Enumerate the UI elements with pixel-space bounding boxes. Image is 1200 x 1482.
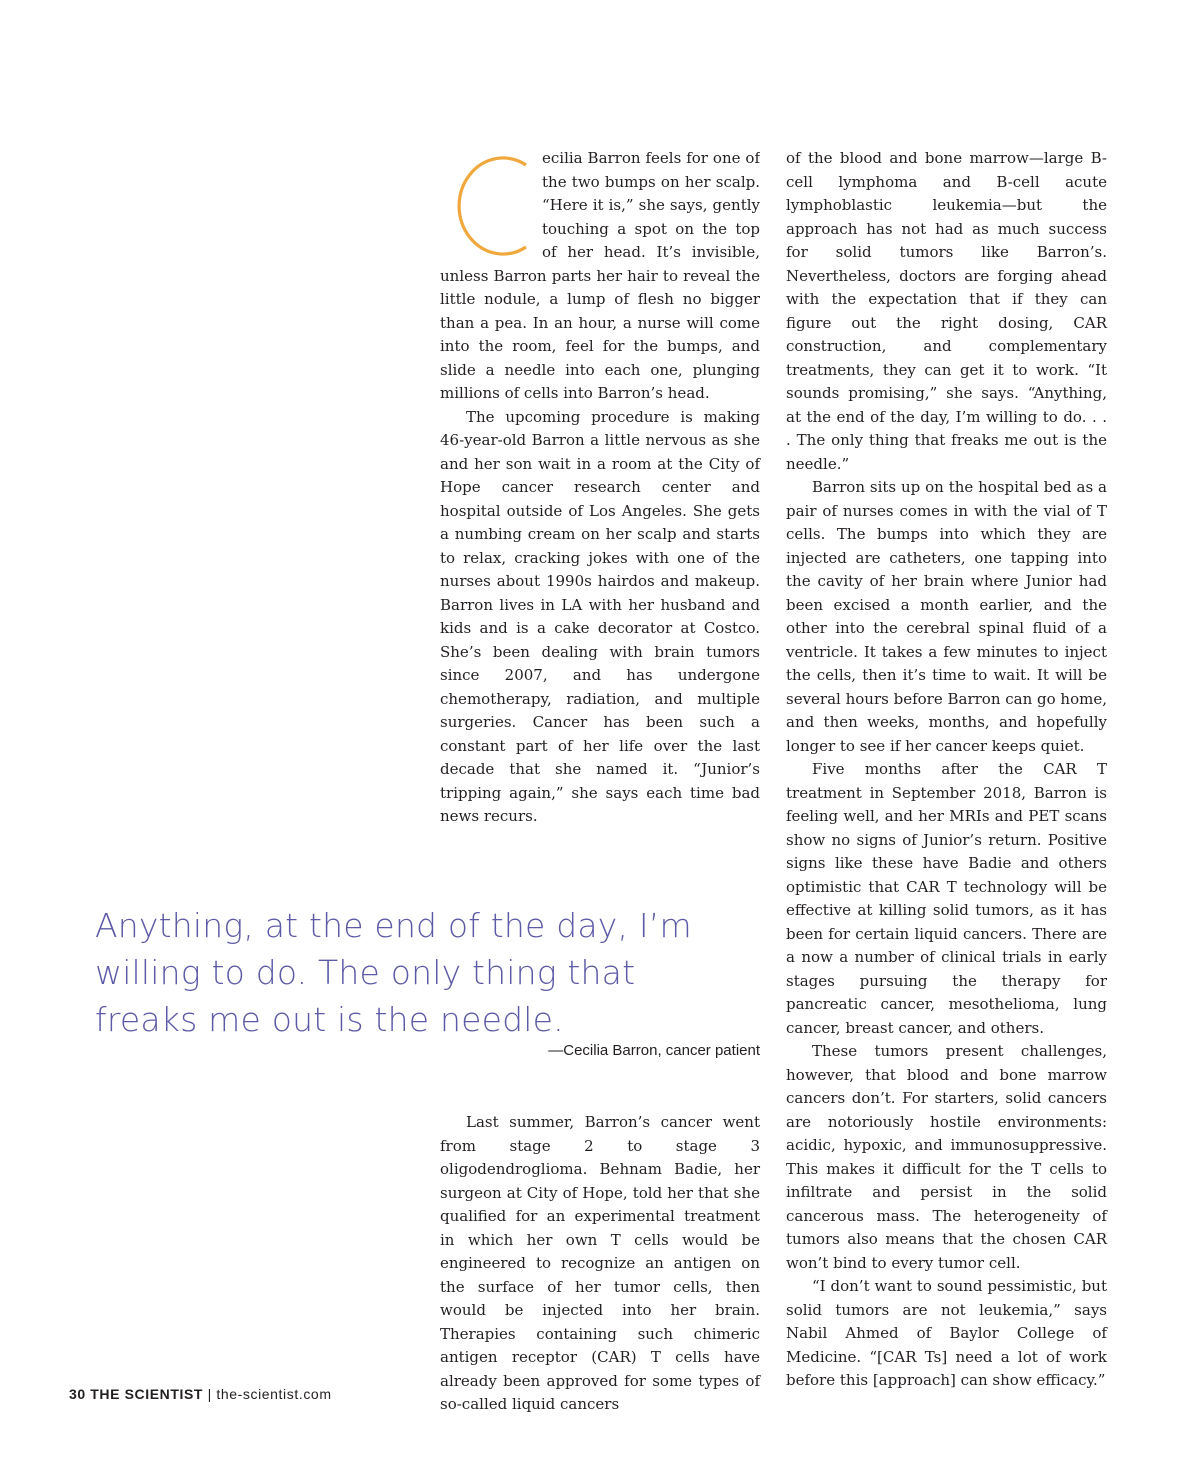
article-paragraph-text: ecilia Barron feels for one of the two bumps on her scalp. “Here it is,” she says, gently touching a spot on the top of her head. It’s invisible, unless Barron parts her hair to reveal the little nodule, a lump of flesh no bigger than a pea. In an hour, a nurse will come into the room, feel for the bumps, and slide a needle into each one, plunging millions of cells into Barron’s head.: [440, 149, 760, 402]
article-paragraph: Barron sits up on the hospital bed as a pair of nurses comes in with the vial of T cells. The bumps into which they are injected are catheters, one tapping into the cavity of her brain where Junior had been excised a month earlier, and the other into the cerebral spinal fluid of a ventricle. It takes a few minutes to inject the cells, then it’s time to wait. It will be several hours before Barron can go home, and then weeks, months, and hopefully longer to see if her cancer keeps quiet.: [786, 478, 1107, 755]
article-column-1-top: [440, 147, 760, 829]
footer-separator: |: [207, 1386, 212, 1402]
article-paragraph: of the blood and bone marrow—large B-cell lymphoma and B-cell acute lymphoblastic leukemia—but the approach has not had as much success for solid tumors like Barron’s. Nevertheless, doctors are forging ahead with the expectation that if they can figure out the right dosing, CAR construction, and complementary treatments, they can get it to work. “It sounds promising,” she says. “Anything, at the end of the day, I’m willing to do. . . . The only thing that freaks me out is the needle.”: [786, 149, 1107, 473]
page-number: 30: [69, 1386, 86, 1402]
pull-quote-line: freaks me out is the needle.: [95, 1000, 564, 1039]
article-paragraph: These tumors present challenges, however, that blood and bone marrow cancers don’t. For starters, solid cancers are notoriously hostile environments: acidic, hypoxic, and immunosuppressive. This makes it difficult for the T cells to infiltrate and persist in the solid cancerous mass. The heterogeneity of tumors also means that the chosen CAR won’t bind to every tumor cell.: [786, 1042, 1107, 1272]
pull-quote-line: willing to do. The only thing that: [95, 953, 636, 992]
pull-quote-line: Anything, at the end of the day, I’m: [95, 906, 692, 945]
publication-name: THE SCIENTIST: [90, 1386, 204, 1402]
drop-cap-c-glyph: [440, 151, 538, 261]
page-footer: [69, 1386, 332, 1402]
website-url: the-scientist.com: [216, 1386, 332, 1402]
article-column-1-bottom: [440, 1111, 760, 1417]
article-paragraph: [440, 147, 760, 406]
pull-quote: [95, 902, 760, 1043]
article-paragraph: Five months after the CAR T treatment in September 2018, Barron is feeling well, and her MRIs and PET scans show no signs of Junior’s return. Positive signs like these have Badie and others optimistic that CAR T technology will be effective at killing solid tumors, as it has been for certain liquid cancers. There are a now a number of clinical trials in early stages pursuing the therapy for pancreatic cancer, mesothelioma, lung cancer, breast cancer, and others.: [786, 760, 1107, 1037]
pull-quote-attribution: —Cecilia Barron, cancer patient: [548, 1042, 760, 1059]
article-paragraph: “I don’t want to sound pessimistic, but solid tumors are not leukemia,” says Nabil Ahmed of Baylor College of Medicine. “[CAR Ts] need a lot of work before this [approach] can show efficacy.”: [786, 1277, 1107, 1389]
article-paragraph: The upcoming procedure is making 46-year-old Barron a little nervous as she and her son wait in a room at the City of Hope cancer research center and hospital outside of Los Angeles. She gets a numbing cream on her scalp and starts to relax, cracking jokes with one of the nurses about 1990s hairdos and makeup. Barron lives in LA with her husband and kids and is a cake decorator at Costco. She’s been dealing with brain tumors since 2007, and has undergone chemotherapy, radiation, and multiple surgeries. Cancer has been such a constant part of her life over the last decade that she named it. “Junior’s tripping again,” she says each time bad news recurs.: [440, 407, 760, 825]
article-paragraph: Last summer, Barron’s cancer went from stage 2 to stage 3 oligodendroglioma. Behnam Badie, her surgeon at City of Hope, told her that she qualified for an experimental treatment in which her own T cells would be engineered to recognize an antigen on the surface of her tumor cells, then would be injected into her brain. Therapies containing such chimeric antigen receptor (CAR) T cells have already been approved for some types of so-called liquid cancers: [440, 1113, 760, 1413]
article-column-2: [786, 147, 1107, 1393]
drop-cap: [440, 151, 538, 261]
